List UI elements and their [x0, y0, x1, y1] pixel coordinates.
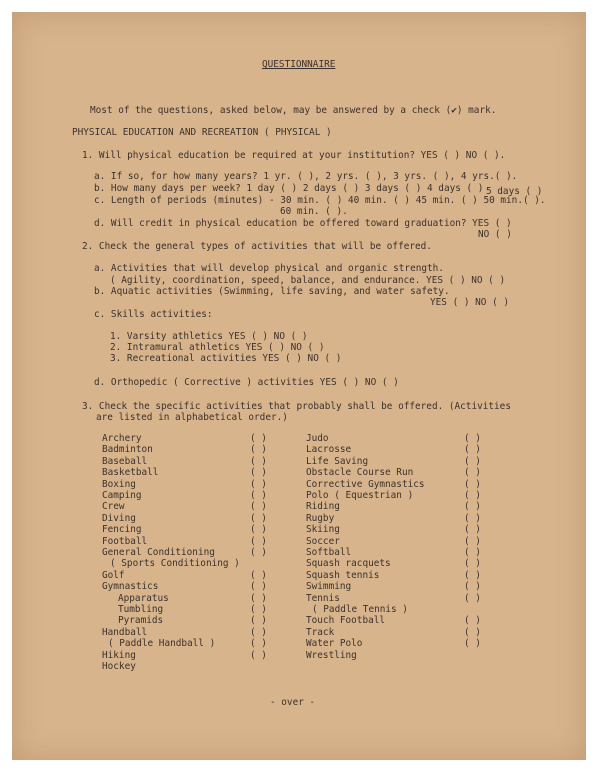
- question-2c1: 1. Varsity athletics YES ( ) NO ( ): [110, 331, 308, 342]
- activity-check-box[interactable]: ( ): [250, 604, 267, 615]
- question-2c2: 2. Intramural athletics YES ( ) NO ( ): [110, 342, 325, 353]
- activity-check-box[interactable]: ( ): [250, 626, 267, 638]
- question-2d: d. Orthopedic ( Corrective ) activities YES ( ) NO ( ): [94, 377, 399, 388]
- activity-check-box[interactable]: ( ): [250, 569, 267, 581]
- left-activity-label: Hiking: [102, 649, 136, 661]
- left-activity-label: Golf: [102, 569, 125, 581]
- question-2: 2. Check the general types of activities that will be offered.: [82, 241, 432, 252]
- activity-check-box[interactable]: ( ): [464, 467, 481, 479]
- left-activity-label: Gymnastics: [102, 581, 159, 593]
- left-activity-label: Diving: [102, 512, 136, 524]
- right-activity-label: Wrestling: [306, 649, 357, 661]
- right-activity-label: Obstacle Course Run: [306, 467, 414, 479]
- left-activity-label: Camping: [102, 490, 142, 501]
- activity-check-box[interactable]: ( ): [464, 581, 481, 593]
- page-footer: - over -: [270, 697, 316, 708]
- activity-check-box[interactable]: ( ): [464, 490, 481, 501]
- right-activity-label: ( Paddle Tennis ): [312, 604, 408, 615]
- left-activity-label: ( Paddle Handball ): [108, 638, 216, 650]
- activity-check-box[interactable]: ( ): [464, 478, 481, 490]
- activity-check-box[interactable]: ( ): [250, 649, 267, 661]
- activity-check-box[interactable]: ( ): [250, 444, 267, 456]
- activity-check-box[interactable]: ( ): [250, 467, 267, 479]
- left-activity-label: Pyramids: [118, 615, 164, 627]
- left-activity-label: Boxing: [102, 478, 136, 490]
- question-1c: c. Length of periods (minutes) - 30 min. ( ) 40 min. ( ) 45 min. ( ) 50 min.( ).: [94, 195, 546, 206]
- question-1: 1. Will physical education be required at your institution? YES ( ) NO ( ).: [82, 150, 506, 161]
- activity-check-box[interactable]: ( ): [250, 581, 267, 593]
- right-activity-label: Swimming: [306, 581, 352, 593]
- activity-check-box[interactable]: ( ): [250, 433, 267, 444]
- section-heading: PHYSICAL EDUCATION AND RECREATION ( PHYSICAL ): [72, 127, 332, 138]
- activity-check-box[interactable]: ( ): [250, 547, 267, 558]
- activity-check-box[interactable]: ( ): [250, 535, 267, 547]
- right-activity-label: Water Polo: [306, 638, 363, 650]
- right-activity-label: Judo: [306, 433, 329, 444]
- activity-check-box[interactable]: ( ): [250, 638, 267, 650]
- left-activity-label: Hockey: [102, 661, 136, 672]
- left-activity-label: Tumbling: [118, 604, 164, 615]
- question-1d: d. Will credit in physical education be offered toward graduation? YES ( ): [94, 218, 512, 229]
- question-2a-detail: ( Agility, coordination, speed, balance, and endurance. YES ( ) NO ( ): [110, 275, 506, 286]
- right-activity-label: Touch Football: [306, 615, 386, 627]
- right-activity-label: Life Saving: [306, 455, 369, 467]
- activity-check-box[interactable]: ( ): [250, 455, 267, 467]
- question-2c: c. Skills activities:: [94, 309, 213, 320]
- left-activity-label: General Conditioning: [102, 547, 215, 558]
- right-activity-label: Soccer: [306, 535, 340, 547]
- question-1b: b. How many days per week? 1 day ( ) 2 days ( ) 3 days ( ) 4 days ( ): [94, 183, 484, 194]
- question-1a: a. If so, for how many years? 1 yr. ( ), 2 yrs. ( ), 3 yrs. ( ), 4 yrs.( ).: [94, 171, 518, 182]
- activity-check-box[interactable]: ( ): [250, 615, 267, 627]
- activity-check-box[interactable]: ( ): [464, 455, 481, 467]
- question-1d-no: NO ( ): [478, 229, 512, 240]
- right-activity-label: Corrective Gymnastics: [306, 478, 425, 490]
- right-activity-label: Squash tennis: [306, 569, 380, 581]
- activity-check-box[interactable]: ( ): [250, 501, 267, 513]
- left-activity-label: Apparatus: [118, 592, 169, 604]
- question-2b: b. Aquatic activities (Swimming, life saving, and water safety.: [94, 286, 450, 297]
- right-activity-label: Skiing: [306, 524, 340, 536]
- activity-check-box[interactable]: ( ): [464, 615, 481, 627]
- activity-check-box[interactable]: ( ): [464, 535, 481, 547]
- right-activity-label: Track: [306, 626, 335, 638]
- activity-check-box[interactable]: ( ): [250, 478, 267, 490]
- question-1b-tail: 5 days ( ): [486, 186, 543, 197]
- left-activity-label: Baseball: [102, 455, 148, 467]
- left-activity-label: Basketball: [102, 467, 159, 479]
- activity-check-box[interactable]: ( ): [464, 558, 481, 570]
- question-1c-continued: 60 min. ( ).: [280, 206, 348, 217]
- activity-check-box[interactable]: ( ): [464, 626, 481, 638]
- question-2a: a. Activities that will develop physical and organic strength.: [94, 263, 444, 274]
- left-activity-label: Crew: [102, 501, 125, 513]
- left-activity-label: ( Sports Conditioning ): [110, 558, 240, 570]
- activity-check-box[interactable]: ( ): [464, 501, 481, 513]
- activity-check-box[interactable]: ( ): [464, 592, 481, 604]
- right-activity-label: Polo ( Equestrian ): [306, 490, 414, 501]
- document-title: QUESTIONNAIRE: [262, 59, 336, 70]
- question-2c3: 3. Recreational activities YES ( ) NO ( ): [110, 353, 342, 364]
- right-activity-label: Lacrosse: [306, 444, 352, 456]
- right-activity-label: Tennis: [306, 592, 340, 604]
- left-activity-label: Handball: [102, 626, 148, 638]
- activity-check-box[interactable]: ( ): [250, 524, 267, 536]
- question-3: 3. Check the specific activities that probably shall be offered. (Activities: [82, 401, 511, 412]
- left-activity-label: Archery: [102, 433, 142, 444]
- activity-check-box[interactable]: ( ): [250, 512, 267, 524]
- question-2b-answer: YES ( ) NO ( ): [430, 297, 510, 308]
- question-3-continued: are listed in alphabetical order.): [96, 412, 288, 423]
- left-activity-label: Badminton: [102, 444, 153, 456]
- right-activity-label: Squash racquets: [306, 558, 391, 570]
- right-activity-label: Softball: [306, 547, 352, 558]
- activity-check-box[interactable]: ( ): [250, 592, 267, 604]
- intro-text: Most of the questions, asked below, may be answered by a check (✔) mark.: [90, 105, 497, 116]
- activity-check-box[interactable]: ( ): [464, 638, 481, 650]
- activity-check-box[interactable]: ( ): [464, 444, 481, 456]
- activity-check-box[interactable]: ( ): [464, 512, 481, 524]
- activity-check-box[interactable]: ( ): [250, 490, 267, 501]
- right-activity-label: Rugby: [306, 512, 335, 524]
- activity-check-box[interactable]: ( ): [464, 569, 481, 581]
- activity-check-box[interactable]: ( ): [464, 433, 481, 444]
- activity-check-box[interactable]: ( ): [464, 547, 481, 558]
- left-activity-label: Football: [102, 535, 148, 547]
- activity-check-box[interactable]: ( ): [464, 524, 481, 536]
- left-activity-label: Fencing: [102, 524, 142, 536]
- right-activity-label: Riding: [306, 501, 340, 513]
